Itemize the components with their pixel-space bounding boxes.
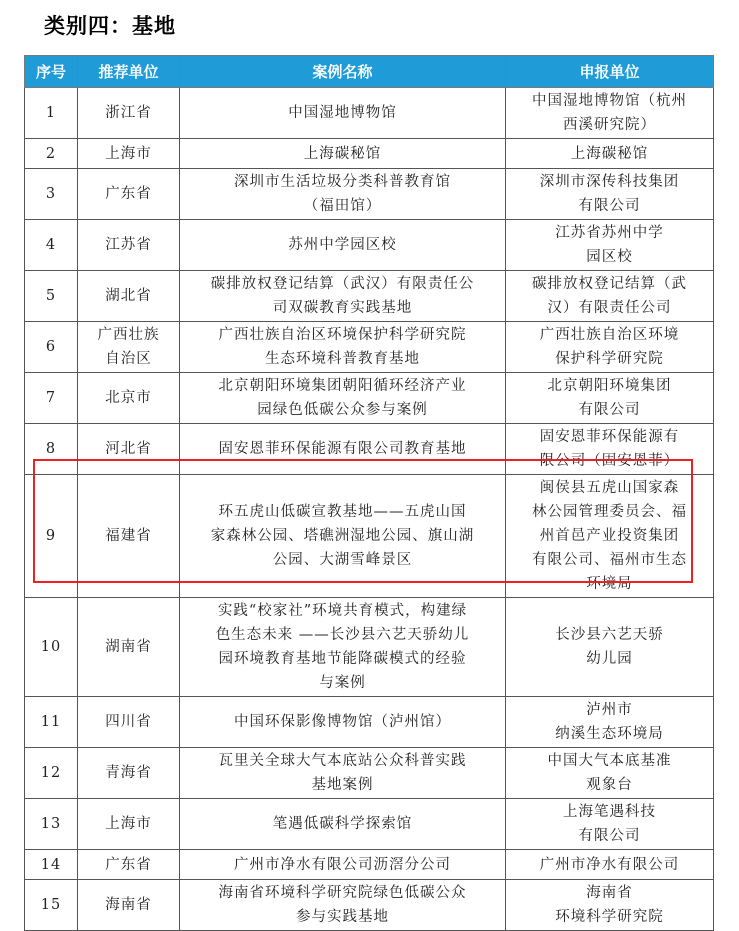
- cell-seq: 6: [25, 322, 78, 373]
- cell-case-name: 海南省环境科学研究院绿色低碳公众 参与实践基地: [180, 880, 506, 931]
- cell-recommending-unit: 浙江省: [78, 88, 180, 139]
- cell-recommending-unit: 福建省: [78, 475, 180, 598]
- cell-recommending-unit: 广东省: [78, 850, 180, 880]
- cell-seq: 12: [25, 748, 78, 799]
- cell-case-name: 中国环保影像博物馆（泸州馆）: [180, 697, 506, 748]
- table-row: [25, 220, 714, 271]
- cell-case-name: 广西壮族自治区环境保护科学研究院 生态环境科普教育基地: [180, 322, 506, 373]
- cell-applicant-unit: 中国大气本底基准 观象台: [506, 748, 714, 799]
- cell-recommending-unit: 四川省: [78, 697, 180, 748]
- cell-case-name: 实践“校家社”环境共育模式，构建绿 色生态未来 ——长沙县六艺天骄幼儿 园环境教育基地节能降碳模式的经验 与案例: [180, 598, 506, 697]
- page-title: 类别四：基地: [44, 14, 176, 38]
- table-row: [25, 322, 714, 373]
- cell-case-name: 北京朝阳环境集团朝阳循环经济产业 园绿色低碳公众参与案例: [180, 373, 506, 424]
- table-row: [25, 880, 714, 931]
- cell-recommending-unit: 上海市: [78, 139, 180, 169]
- cell-recommending-unit: 青海省: [78, 748, 180, 799]
- cell-case-name: 中国湿地博物馆: [180, 88, 506, 139]
- cell-seq: 10: [25, 598, 78, 697]
- table-row: [25, 424, 714, 475]
- cell-applicant-unit: 北京朝阳环境集团 有限公司: [506, 373, 714, 424]
- cell-case-name: 笔遇低碳科学探索馆: [180, 799, 506, 850]
- cell-case-name: 瓦里关全球大气本底站公众科普实践 基地案例: [180, 748, 506, 799]
- cell-case-name: 上海碳秘馆: [180, 139, 506, 169]
- cell-applicant-unit: 上海碳秘馆: [506, 139, 714, 169]
- table-row: [25, 475, 714, 598]
- table-row: [25, 373, 714, 424]
- cell-applicant-unit: 长沙县六艺天骄 幼儿园: [506, 598, 714, 697]
- cell-recommending-unit: 广东省: [78, 169, 180, 220]
- cell-recommending-unit: 湖北省: [78, 271, 180, 322]
- table-row: [25, 799, 714, 850]
- cell-seq: 15: [25, 880, 78, 931]
- table-row: [25, 271, 714, 322]
- table-header-row: [25, 56, 714, 88]
- cell-recommending-unit: 广西壮族 自治区: [78, 322, 180, 373]
- cell-applicant-unit: 固安恩菲环保能源有 限公司（固安恩菲）: [506, 424, 714, 475]
- cell-seq: 3: [25, 169, 78, 220]
- cell-seq: 9: [25, 475, 78, 598]
- cell-case-name: 碳排放权登记结算（武汉）有限责任公 司双碳教育实践基地: [180, 271, 506, 322]
- cell-case-name: 苏州中学园区校: [180, 220, 506, 271]
- cell-seq: 13: [25, 799, 78, 850]
- case-table: [24, 55, 714, 931]
- table-row: [25, 88, 714, 139]
- table-row: [25, 169, 714, 220]
- cell-applicant-unit: 深圳市深传科技集团 有限公司: [506, 169, 714, 220]
- cell-applicant-unit: 广西壮族自治区环境 保护科学研究院: [506, 322, 714, 373]
- cell-applicant-unit: 上海笔遇科技 有限公司: [506, 799, 714, 850]
- cell-recommending-unit: 上海市: [78, 799, 180, 850]
- cell-recommending-unit: 河北省: [78, 424, 180, 475]
- cell-recommending-unit: 江苏省: [78, 220, 180, 271]
- cell-recommending-unit: 北京市: [78, 373, 180, 424]
- cell-seq: 14: [25, 850, 78, 880]
- cell-recommending-unit: 海南省: [78, 880, 180, 931]
- cell-applicant-unit: 广州市净水有限公司: [506, 850, 714, 880]
- cell-case-name: 固安恩菲环保能源有限公司教育基地: [180, 424, 506, 475]
- cell-applicant-unit: 闽侯县五虎山国家森 林公园管理委员会、福 州首邑产业投资集团 有限公司、福州市生态 环境局: [506, 475, 714, 598]
- cell-seq: 2: [25, 139, 78, 169]
- header-applicant-unit: 申报单位: [506, 56, 714, 88]
- cell-case-name: 环五虎山低碳宣教基地——五虎山国 家森林公园、塔礁洲湿地公园、旗山湖 公园、大湖雪峰景区: [180, 475, 506, 598]
- table-row: [25, 139, 714, 169]
- cell-case-name: 广州市净水有限公司沥滘分公司: [180, 850, 506, 880]
- header-recommending-unit: 推荐单位: [78, 56, 180, 88]
- cell-seq: 1: [25, 88, 78, 139]
- cell-seq: 4: [25, 220, 78, 271]
- table-row: [25, 598, 714, 697]
- cell-applicant-unit: 碳排放权登记结算（武 汉）有限责任公司: [506, 271, 714, 322]
- table-row: [25, 697, 714, 748]
- cell-applicant-unit: 泸州市 纳溪生态环境局: [506, 697, 714, 748]
- cell-seq: 8: [25, 424, 78, 475]
- cell-seq: 5: [25, 271, 78, 322]
- cell-seq: 7: [25, 373, 78, 424]
- cell-seq: 11: [25, 697, 78, 748]
- table-row: [25, 748, 714, 799]
- cell-applicant-unit: 中国湿地博物馆（杭州 西溪研究院）: [506, 88, 714, 139]
- cell-case-name: 深圳市生活垃圾分类科普教育馆 （福田馆）: [180, 169, 506, 220]
- header-case-name: 案例名称: [180, 56, 506, 88]
- cell-applicant-unit: 海南省 环境科学研究院: [506, 880, 714, 931]
- cell-recommending-unit: 湖南省: [78, 598, 180, 697]
- cell-applicant-unit: 江苏省苏州中学 园区校: [506, 220, 714, 271]
- header-seq: 序号: [25, 56, 78, 88]
- table-row: [25, 850, 714, 880]
